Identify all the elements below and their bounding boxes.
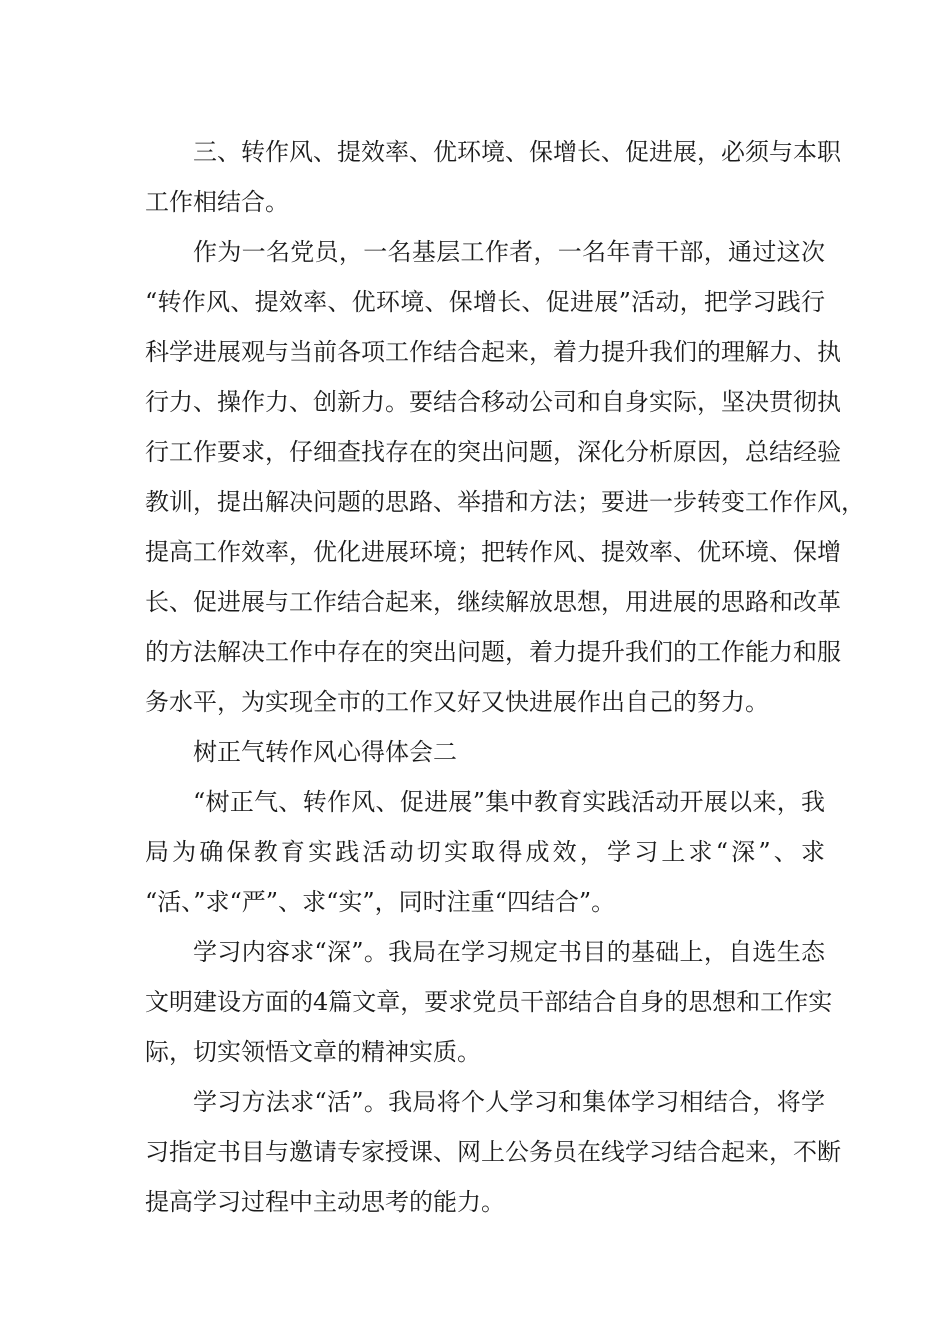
paragraph-2-line-1: 作为一名党员，一名基层工作者，一名年青干部，通过这次 (193, 238, 825, 266)
paragraph-2-line-3: 科学进展观与当前各项工作结合起来，着力提升我们的理解力、执 (145, 338, 841, 366)
paragraph-4-line-3: 际，切实领悟文章的精神实质。 (145, 1038, 481, 1066)
paragraph-5-line-2: 习指定书目与邀请专家授课、网上公务员在线学习结合起来，不断 (145, 1138, 841, 1166)
paragraph-3-line-2: 局为确保教育实践活动切实取得成效，学习上求“深”、求 (145, 838, 825, 866)
paragraph-2-line-2: “转作风、提效率、优环境、保增长、促进展”活动，把学习践行 (145, 288, 825, 316)
paragraph-5-line-1: 学习方法求“活”。我局将个人学习和集体学习相结合，将学 (193, 1088, 825, 1116)
paragraph-2-line-6: 教训，提出解决问题的思路、举措和方法；要进一步转变工作作风， (145, 488, 865, 516)
paragraph-2-line-10: 务水平，为实现全市的工作又好又快进展作出自己的努力。 (145, 688, 769, 716)
paragraph-1-line-1: 三、转作风、提效率、优环境、保增长、促进展，必须与本职 (193, 138, 841, 166)
paragraph-2-line-9: 的方法解决工作中存在的突出问题，着力提升我们的工作能力和服 (145, 638, 841, 666)
paragraph-1-line-2: 工作相结合。 (145, 188, 289, 216)
paragraph-3-line-1: “树正气、转作风、促进展”集中教育实践活动开展以来，我 (193, 788, 825, 816)
paragraph-5-line-3: 提高学习过程中主动思考的能力。 (145, 1188, 505, 1216)
section-heading: 树正气转作风心得体会二 (193, 738, 457, 766)
paragraph-4-line-1: 学习内容求“深”。我局在学习规定书目的基础上，自选生态 (193, 938, 825, 966)
paragraph-2-line-4: 行力、操作力、创新力。要结合移动公司和自身实际，坚决贯彻执 (145, 388, 841, 416)
paragraph-3-line-3: “活、”求“严”、求“实”，同时注重“四结合”。 (145, 888, 616, 916)
paragraph-4-line-2: 文明建设方面的4篇文章，要求党员干部结合自身的思想和工作实 (145, 988, 833, 1016)
paragraph-2-line-7: 提高工作效率，优化进展环境；把转作风、提效率、优环境、保增 (145, 538, 841, 566)
paragraph-2-line-8: 长、促进展与工作结合起来，继续解放思想，用进展的思路和改革 (145, 588, 841, 616)
paragraph-2-line-5: 行工作要求，仔细查找存在的突出问题，深化分析原因，总结经验 (145, 438, 841, 466)
